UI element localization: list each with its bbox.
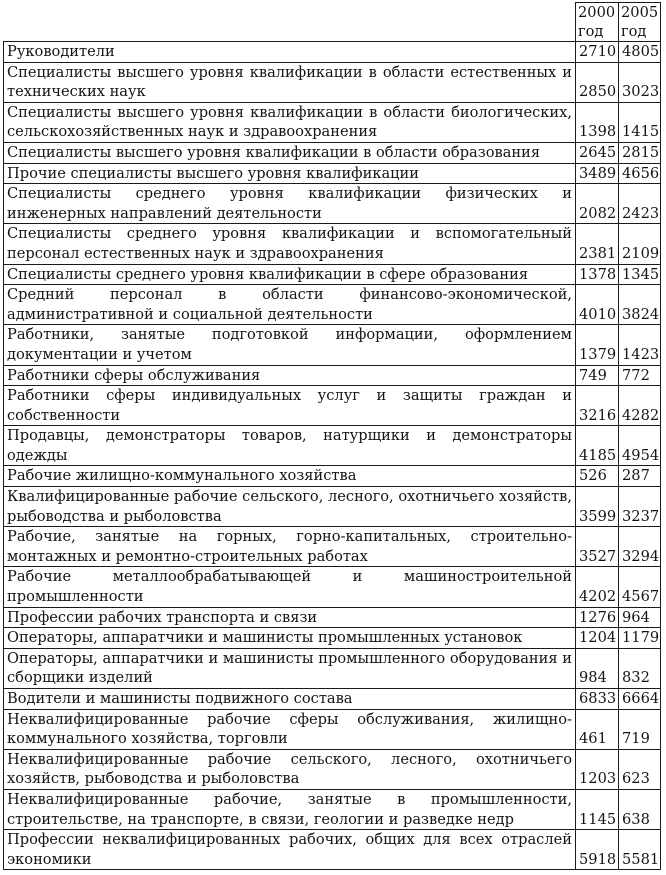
table-row: [4, 224, 661, 264]
table-row: [4, 749, 661, 789]
value-2005-cell: 2815: [619, 142, 661, 163]
occupation-name-cell: Неквалифицированные рабочие, занятые в промышленности, строительстве, на транспорте, в связи, геологии и разведке недр: [4, 789, 576, 829]
value-2000-cell: 3527: [576, 527, 619, 567]
value-2005-cell: 4805: [619, 42, 661, 63]
table-row: [4, 386, 661, 426]
value-2000-cell: 2850: [576, 62, 619, 102]
value-2000-cell: 5918: [576, 830, 619, 870]
value-2000-cell: 984: [576, 648, 619, 688]
table-body: [4, 42, 661, 870]
value-2005-cell: 719: [619, 709, 661, 749]
value-2005-cell: 1423: [619, 325, 661, 365]
table-row: [4, 285, 661, 325]
table-row: [4, 264, 661, 285]
occupation-name-cell: Средний персонал в области финансово-экономической, административной и социальной деятельности: [4, 285, 576, 325]
table-row: [4, 184, 661, 224]
table-row: [4, 709, 661, 749]
value-2005-cell: 1345: [619, 264, 661, 285]
value-2005-cell: 4656: [619, 163, 661, 184]
occupation-name-cell: Рабочие, занятые на горных, горно-капитальных, строительно-монтажных и ремонтно-строительных работах: [4, 527, 576, 567]
occupation-name-cell: Специалисты среднего уровня квалификации физических и инженерных направлений деятельности: [4, 184, 576, 224]
value-2005-cell: 5581: [619, 830, 661, 870]
occupation-name-cell: Рабочие металлообрабатывающей и машиностроительной промышленности: [4, 567, 576, 607]
value-2000-cell: 4185: [576, 426, 619, 466]
header-year-2000-unit: год: [578, 23, 604, 40]
occupation-name-cell: Продавцы, демонстраторы товаров, натурщики и демонстраторы одежды: [4, 426, 576, 466]
occupation-name-cell: Специалисты высшего уровня квалификации в области биологических, сельскохозяйственных наук и здравоохранения: [4, 102, 576, 142]
value-2000-cell: 4010: [576, 285, 619, 325]
table-row: [4, 42, 661, 63]
occupation-name-cell: Работники, занятые подготовкой информации, оформлением документации и учетом: [4, 325, 576, 365]
table-row: [4, 102, 661, 142]
occupation-name-cell: Операторы, аппаратчики и машинисты промышленного оборудования и сборщики изделий: [4, 648, 576, 688]
table-row: [4, 325, 661, 365]
value-2005-cell: 1415: [619, 102, 661, 142]
header-blank-cell: [4, 3, 576, 42]
table-row: [4, 830, 661, 870]
occupation-name-cell: Профессии неквалифицированных рабочих, общих для всех отраслей экономики: [4, 830, 576, 870]
value-2000-cell: 2710: [576, 42, 619, 63]
header-year-2005: [619, 3, 661, 42]
table-row: [4, 487, 661, 527]
value-2005-cell: 4954: [619, 426, 661, 466]
value-2000-cell: 1203: [576, 749, 619, 789]
value-2005-cell: 623: [619, 749, 661, 789]
value-2000-cell: 526: [576, 466, 619, 487]
table-row: [4, 426, 661, 466]
occupations-table: [3, 2, 661, 870]
value-2005-cell: 287: [619, 466, 661, 487]
value-2000-cell: 2645: [576, 142, 619, 163]
occupation-name-cell: Неквалифицированные рабочие сферы обслуживания, жилищно-коммунального хозяйства, торговли: [4, 709, 576, 749]
occupation-name-cell: Неквалифицированные рабочие сельского, лесного, охотничьего хозяйств, рыбоводства и рыболовства: [4, 749, 576, 789]
occupation-name-cell: Профессии рабочих транспорта и связи: [4, 607, 576, 628]
table-row: [4, 607, 661, 628]
occupation-name-cell: Специалисты высшего уровня квалификации в области образования: [4, 142, 576, 163]
occupation-name-cell: Рабочие жилищно-коммунального хозяйства: [4, 466, 576, 487]
value-2005-cell: 3824: [619, 285, 661, 325]
value-2005-cell: 964: [619, 607, 661, 628]
value-2000-cell: 2381: [576, 224, 619, 264]
value-2005-cell: 3023: [619, 62, 661, 102]
table-row: [4, 689, 661, 710]
value-2005-cell: 4282: [619, 386, 661, 426]
table-row: [4, 466, 661, 487]
value-2000-cell: 1145: [576, 789, 619, 829]
value-2000-cell: 3216: [576, 386, 619, 426]
value-2005-cell: 638: [619, 789, 661, 829]
table-row: [4, 567, 661, 607]
occupation-name-cell: Руководители: [4, 42, 576, 63]
occupation-name-cell: Квалифицированные рабочие сельского, лесного, охотничьего хозяйств, рыбоводства и рыболовства: [4, 487, 576, 527]
table-row: [4, 527, 661, 567]
header-year-2005-number: 2005: [621, 4, 659, 21]
header-row: [4, 3, 661, 42]
value-2000-cell: 1378: [576, 264, 619, 285]
occupation-name-cell: Специалисты высшего уровня квалификации в области естественных и технических наук: [4, 62, 576, 102]
table-row: [4, 648, 661, 688]
value-2000-cell: 749: [576, 365, 619, 386]
header-year-2000-number: 2000: [578, 4, 616, 21]
header-year-2005-unit: год: [621, 23, 647, 40]
value-2000-cell: 1276: [576, 607, 619, 628]
table-row: [4, 163, 661, 184]
value-2000-cell: 1204: [576, 628, 619, 649]
header-year-2000: [576, 3, 619, 42]
occupation-name-cell: Специалисты среднего уровня квалификации в сфере образования: [4, 264, 576, 285]
value-2000-cell: 3489: [576, 163, 619, 184]
occupation-name-cell: Работники сферы индивидуальных услуг и защиты граждан и собственности: [4, 386, 576, 426]
document-page: [3, 2, 660, 870]
table-row: [4, 789, 661, 829]
value-2000-cell: 3599: [576, 487, 619, 527]
occupation-name-cell: Прочие специалисты высшего уровня квалификации: [4, 163, 576, 184]
value-2005-cell: 4567: [619, 567, 661, 607]
value-2000-cell: 461: [576, 709, 619, 749]
table-row: [4, 142, 661, 163]
value-2005-cell: 2423: [619, 184, 661, 224]
value-2005-cell: 1179: [619, 628, 661, 649]
value-2000-cell: 4202: [576, 567, 619, 607]
value-2005-cell: 3237: [619, 487, 661, 527]
table-row: [4, 365, 661, 386]
occupation-name-cell: Специалисты среднего уровня квалификации и вспомогательный персонал естественных наук и здравоохранения: [4, 224, 576, 264]
value-2000-cell: 2082: [576, 184, 619, 224]
value-2005-cell: 772: [619, 365, 661, 386]
occupation-name-cell: Работники сферы обслуживания: [4, 365, 576, 386]
value-2005-cell: 3294: [619, 527, 661, 567]
value-2005-cell: 6664: [619, 689, 661, 710]
table-row: [4, 628, 661, 649]
value-2000-cell: 6833: [576, 689, 619, 710]
occupation-name-cell: Операторы, аппаратчики и машинисты промышленных установок: [4, 628, 576, 649]
value-2000-cell: 1379: [576, 325, 619, 365]
value-2005-cell: 2109: [619, 224, 661, 264]
value-2000-cell: 1398: [576, 102, 619, 142]
occupation-name-cell: Водители и машинисты подвижного состава: [4, 689, 576, 710]
value-2005-cell: 832: [619, 648, 661, 688]
table-row: [4, 62, 661, 102]
